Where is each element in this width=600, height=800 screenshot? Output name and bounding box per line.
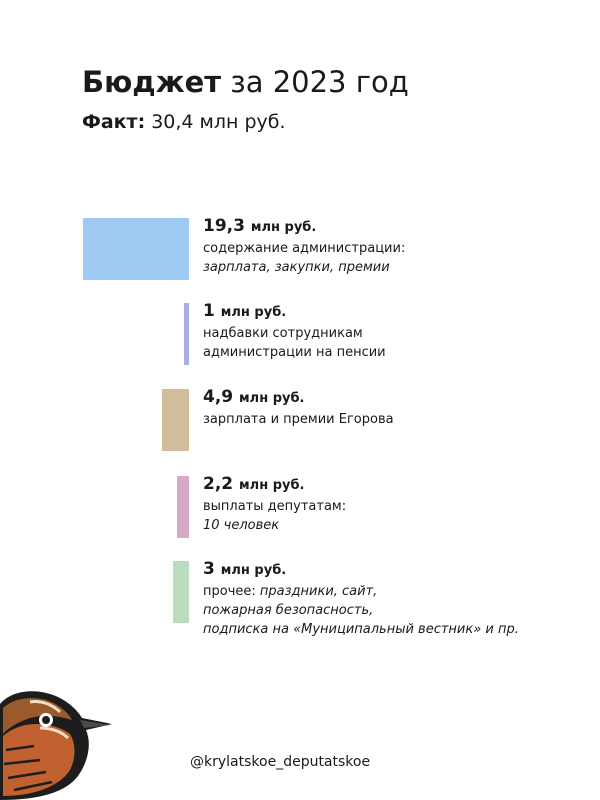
budget-bar bbox=[184, 303, 189, 365]
item-amount bbox=[203, 386, 593, 410]
budget-bar bbox=[162, 389, 189, 451]
item-description bbox=[203, 410, 593, 429]
description-italic: подписка на «Муниципальный вестник» и пр. bbox=[203, 622, 519, 637]
budget-bar bbox=[177, 476, 189, 538]
amount-unit: млн руб. bbox=[220, 563, 287, 578]
description-text: зарплата и премии Егорова bbox=[203, 412, 394, 427]
description-italic: пожарная безопасность, bbox=[203, 603, 374, 618]
item-description bbox=[203, 343, 593, 362]
description-italic: праздники, сайт, bbox=[259, 584, 378, 599]
fact-label: Факт: bbox=[82, 111, 146, 133]
description-text: выплаты депутатам: bbox=[203, 499, 347, 514]
item-description bbox=[203, 601, 593, 620]
budget-bar bbox=[83, 218, 189, 280]
fact-value: 30,4 млн руб. bbox=[145, 111, 286, 133]
bird-icon bbox=[0, 684, 122, 800]
item-description bbox=[203, 324, 593, 343]
description-text: администрации на пенсии bbox=[203, 345, 386, 360]
item-amount bbox=[203, 300, 593, 324]
title-bold: Бюджет bbox=[82, 65, 222, 99]
description-text: надбавки сотрудникам bbox=[203, 326, 363, 341]
title-rest: за 2023 год bbox=[221, 65, 409, 99]
item-description bbox=[203, 239, 593, 258]
amount-unit: млн руб. bbox=[250, 220, 317, 235]
description-italic: зарплата, закупки, премии bbox=[203, 260, 390, 275]
amount-value: 1 bbox=[203, 301, 215, 321]
amount-value: 4,9 bbox=[203, 387, 234, 407]
budget-bar bbox=[173, 561, 189, 623]
amount-unit: млн руб. bbox=[239, 391, 305, 406]
item-description bbox=[203, 582, 593, 601]
item-description bbox=[203, 620, 593, 639]
budget-item bbox=[203, 473, 593, 535]
amount-value: 2,2 bbox=[203, 474, 234, 494]
budget-item bbox=[203, 215, 593, 277]
item-description bbox=[203, 516, 593, 535]
item-amount bbox=[203, 558, 593, 582]
budget-item bbox=[203, 386, 593, 429]
channel-handle: @krylatskoe_deputatskoe bbox=[190, 754, 371, 770]
amount-value: 3 bbox=[203, 559, 215, 579]
budget-item bbox=[203, 558, 593, 639]
amount-unit: млн руб. bbox=[220, 305, 287, 320]
description-italic: 10 человек bbox=[203, 518, 280, 533]
amount-value: 19,3 bbox=[203, 216, 245, 236]
item-description bbox=[203, 258, 593, 277]
description-text: прочее: bbox=[203, 584, 260, 599]
item-amount bbox=[203, 473, 593, 497]
item-amount bbox=[203, 215, 593, 239]
item-description bbox=[203, 497, 593, 516]
description-text: содержание администрации: bbox=[203, 241, 406, 256]
budget-item bbox=[203, 300, 593, 362]
amount-unit: млн руб. bbox=[239, 478, 305, 493]
